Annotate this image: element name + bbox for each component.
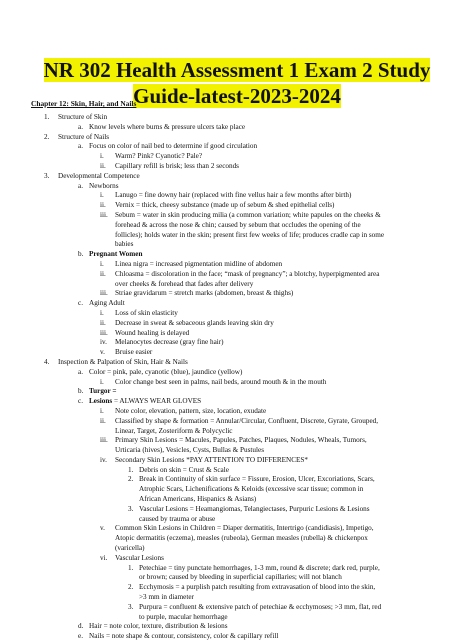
list-marker: 4.: [44, 357, 50, 366]
list-marker: 3.: [44, 171, 50, 180]
list-marker: ii.: [100, 161, 106, 170]
outline-line: [0, 436, 474, 446]
list-item-text: Capillary refill is brisk; less than 2 seconds: [115, 161, 239, 170]
outline-line: [0, 348, 474, 358]
list-marker: i.: [100, 191, 104, 200]
outline-line: [0, 613, 474, 623]
list-item-text: or brown; caused by bleeding in superficial capillaries; will not blanch: [139, 573, 342, 582]
outline-line: [0, 475, 474, 485]
list-marker: a.: [78, 367, 83, 376]
list-marker: ii.: [100, 201, 106, 210]
list-item-text: Color change best seen in palms, nail beds, around mouth & in the mouth: [115, 377, 327, 386]
outline-line: [0, 358, 474, 368]
list-item-text: Urticaria (hives), Vesicles, Cysts, Bullas & Pustules: [115, 446, 264, 455]
outline-line: [0, 593, 474, 603]
list-item-text: Warm? Pink? Cyanotic? Pale?: [115, 152, 203, 161]
outline-line: [0, 417, 474, 427]
outline-line: [0, 603, 474, 613]
outline-line: [0, 172, 474, 182]
list-item-text: Atrophic Scars, Lichenifications & Keloids (excessive scar tissue; common in: [139, 485, 364, 494]
outline-line: [0, 368, 474, 378]
outline-line: [0, 221, 474, 231]
list-item-text: Vascular Lesions = Heamangiomas, Telangiectases, Purpuric Lesions & Lesions: [139, 504, 370, 513]
outline-line: [0, 123, 474, 133]
list-marker: 2.: [128, 475, 134, 484]
list-item-text: Color = pink, pale, cyanotic (blue), jaundice (yellow): [89, 367, 243, 376]
list-marker: a.: [78, 181, 83, 190]
list-marker: 1.: [128, 465, 134, 474]
list-item-text: Nails = note shape & contour, consistency, color & capillary refill: [89, 632, 279, 641]
list-marker: iii.: [100, 289, 108, 298]
list-marker: c.: [78, 397, 83, 406]
list-item-text: Linea nigra = increased pigmentation midline of abdomen: [115, 259, 283, 268]
list-marker: 2.: [44, 132, 50, 141]
outline-line: [0, 387, 474, 397]
list-item-text: Atopic dermatitis (eczema), measles (rubeola), German measles (rubella) & chickenpox: [115, 534, 368, 543]
list-item-text: follicles); holds water in the skin; present first few weeks of life; produces cradle cap in some: [115, 230, 385, 239]
outline-line: [0, 466, 474, 476]
list-marker: i.: [100, 406, 104, 415]
list-item-text: to purple, macular hemorrhage: [139, 612, 228, 621]
list-marker: a.: [78, 122, 83, 131]
list-item-text: Primary Skin Lesions = Macules, Papules, Patches, Plaques, Nodules, Wheals, Tumors,: [115, 436, 367, 445]
outline-line: [0, 250, 474, 260]
title-line-2: Guide-latest-2023-2024: [133, 84, 341, 108]
list-marker: v.: [100, 524, 105, 533]
outline-line: [0, 142, 474, 152]
list-marker: 1.: [128, 563, 134, 572]
list-item-text: Aging Adult: [89, 299, 125, 308]
list-marker: a.: [78, 142, 83, 151]
list-marker: iii.: [100, 210, 108, 219]
outline-line: [0, 338, 474, 348]
outline-line: [0, 309, 474, 319]
list-marker: iii.: [100, 328, 108, 337]
list-marker: 3.: [128, 602, 134, 611]
outline-line: [0, 329, 474, 339]
list-item-text: Decrease in sweat & sebaceous glands leaving skin dry: [115, 318, 274, 327]
list-item-text: Sebum = water in skin producing milia (a common variation; white papules on the cheeks &: [115, 210, 381, 219]
list-marker: iii.: [100, 436, 108, 445]
list-item-text: Break in Continuity of skin surface = Fissure, Erosion, Ulcer, Excoriations, Scars,: [139, 475, 375, 484]
list-marker: i.: [100, 377, 104, 386]
outline-line: [0, 299, 474, 309]
list-item-text: Inspection & Palpation of Skin, Hair & Nails: [58, 357, 188, 366]
list-item-text: Lanugo = fine downy hair (replaced with fine vellus hair a few months after birth): [115, 191, 352, 200]
outline-line: [0, 456, 474, 466]
list-item-text: Chloasma = discoloration in the face; “mask of pregnancy”; a blotchy, hyperpigmented area: [115, 269, 380, 278]
list-item-text: Petechiae = tiny punctate hemorrhages, 1-3 mm, round & discrete; dark red, purple,: [139, 563, 380, 572]
outline-line: [0, 191, 474, 201]
list-item-text: Striae gravidarum = stretch marks (abdomen, breast & thighs): [115, 289, 294, 298]
list-marker: v.: [100, 348, 105, 357]
list-marker: 1.: [44, 113, 50, 121]
outline-line: [0, 162, 474, 172]
list-marker: ii.: [100, 269, 106, 278]
list-item-text: Loss of skin elasticity: [115, 308, 178, 317]
list-marker: i.: [100, 308, 104, 317]
list-marker: iv.: [100, 338, 107, 347]
chapter-heading: Chapter 12: Skin, Hair, and Nails: [31, 99, 137, 108]
outline-line: [0, 231, 474, 241]
list-marker: b.: [78, 387, 84, 396]
list-marker: ii.: [100, 416, 106, 425]
list-item-text: African Americans, Hispanics & Asians): [139, 495, 257, 504]
outline-line: [0, 270, 474, 280]
list-item-text: Ecchymosis = a purplish patch resulting from extravasation of blood into the skin,: [139, 583, 376, 592]
list-marker: ii.: [100, 318, 106, 327]
list-item-text: Lesions = ALWAYS WEAR GLOVES: [89, 397, 202, 406]
list-marker: c.: [78, 299, 83, 308]
list-item-text: >3 mm in diameter: [139, 593, 194, 602]
list-item-text: Note color, elevation, pattern, size, location, exudate: [115, 406, 267, 415]
list-marker: 2.: [128, 583, 134, 592]
list-item-text: Linear, Target, Zosteriform & Polycyclic: [115, 426, 233, 435]
list-item-text: Classified by shape & formation = Annular/Circular, Confluent, Discrete, Gyrate, Grouped,: [115, 416, 379, 425]
outline-line: [0, 583, 474, 593]
list-marker: b.: [78, 250, 84, 259]
list-item-text: Melanocytes decrease (gray fine hair): [115, 338, 224, 347]
list-item-text: caused by trauma or abuse: [139, 514, 216, 523]
list-marker: e.: [78, 632, 83, 641]
list-item-text: Newborns: [89, 181, 119, 190]
list-marker: d.: [78, 622, 84, 631]
list-item-text: Wound healing is delayed: [115, 328, 190, 337]
list-item-text: forehead & across the nose & chin; caused by sebum that occludes the opening of the: [115, 220, 361, 229]
outline-body: [0, 113, 474, 642]
outline-line: [0, 182, 474, 192]
outline-line: [0, 564, 474, 574]
outline-line: [0, 427, 474, 437]
list-item-text: Developmental Competence: [58, 171, 140, 180]
title-line-1: NR 302 Health Assessment 1 Exam 2 Study: [43, 58, 431, 82]
outline-line: [0, 446, 474, 456]
outline-line: [0, 534, 474, 544]
list-item-text: Know levels where burns & pressure ulcers take place: [89, 122, 246, 131]
list-item-text: Hair = note color, texture, distribution & lesions: [89, 622, 228, 631]
outline-line: [0, 260, 474, 270]
outline-line: [0, 544, 474, 554]
list-item-text: Structure of Skin: [58, 113, 108, 121]
list-marker: vi.: [100, 553, 108, 562]
list-item-text: Vernix = thick, cheesy substance (made up of sebum & shed epithelial cells): [115, 201, 335, 210]
outline-line: [0, 632, 474, 642]
outline-line: [0, 152, 474, 162]
list-marker: i.: [100, 152, 104, 161]
outline-line: [0, 573, 474, 583]
outline-line: [0, 280, 474, 290]
outline-line: [0, 515, 474, 525]
list-item-text: Purpura = confluent & extensive patch of petechiae & ecchymoses; >3 mm, flat, red: [139, 602, 382, 611]
outline-line: [0, 113, 474, 123]
list-item-text: Turgor =: [89, 387, 117, 396]
list-item-text: Pregnant Women: [89, 250, 143, 259]
outline-line: [0, 201, 474, 211]
list-marker: i.: [100, 259, 104, 268]
outline-line: [0, 407, 474, 417]
list-item-text: Secondary Skin Lesions *PAY ATTENTION TO DIFFERENCES*: [115, 455, 309, 464]
outline-line: [0, 240, 474, 250]
outline-line: [0, 211, 474, 221]
outline-line: [0, 378, 474, 388]
list-item-text: Vascular Lesions: [115, 553, 164, 562]
list-marker: 3.: [128, 504, 134, 513]
list-item-text: (varicella): [115, 544, 145, 553]
outline-line: [0, 495, 474, 505]
list-marker: iv.: [100, 455, 107, 464]
outline-line: [0, 622, 474, 632]
list-item-text: Debris on skin = Crust & Scale: [139, 465, 229, 474]
outline-line: [0, 289, 474, 299]
outline-line: [0, 505, 474, 515]
list-item-text: Common Skin Lesions in Children = Diaper dermatitis, Intertrigo (candidiasis), Impetigo,: [115, 524, 374, 533]
outline-line: [0, 319, 474, 329]
outline-line: [0, 133, 474, 143]
outline-line: [0, 554, 474, 564]
outline-line: [0, 524, 474, 534]
outline-line: [0, 397, 474, 407]
list-item-text: Focus on color of nail bed to determine if good circulation: [89, 142, 258, 151]
list-item-text: Structure of Nails: [58, 132, 110, 141]
list-item-text: babies: [115, 240, 134, 249]
list-item-text: Bruise easier: [115, 348, 153, 357]
outline-line: [0, 485, 474, 495]
list-item-text: over cheeks & forehead that fades after delivery: [115, 279, 254, 288]
